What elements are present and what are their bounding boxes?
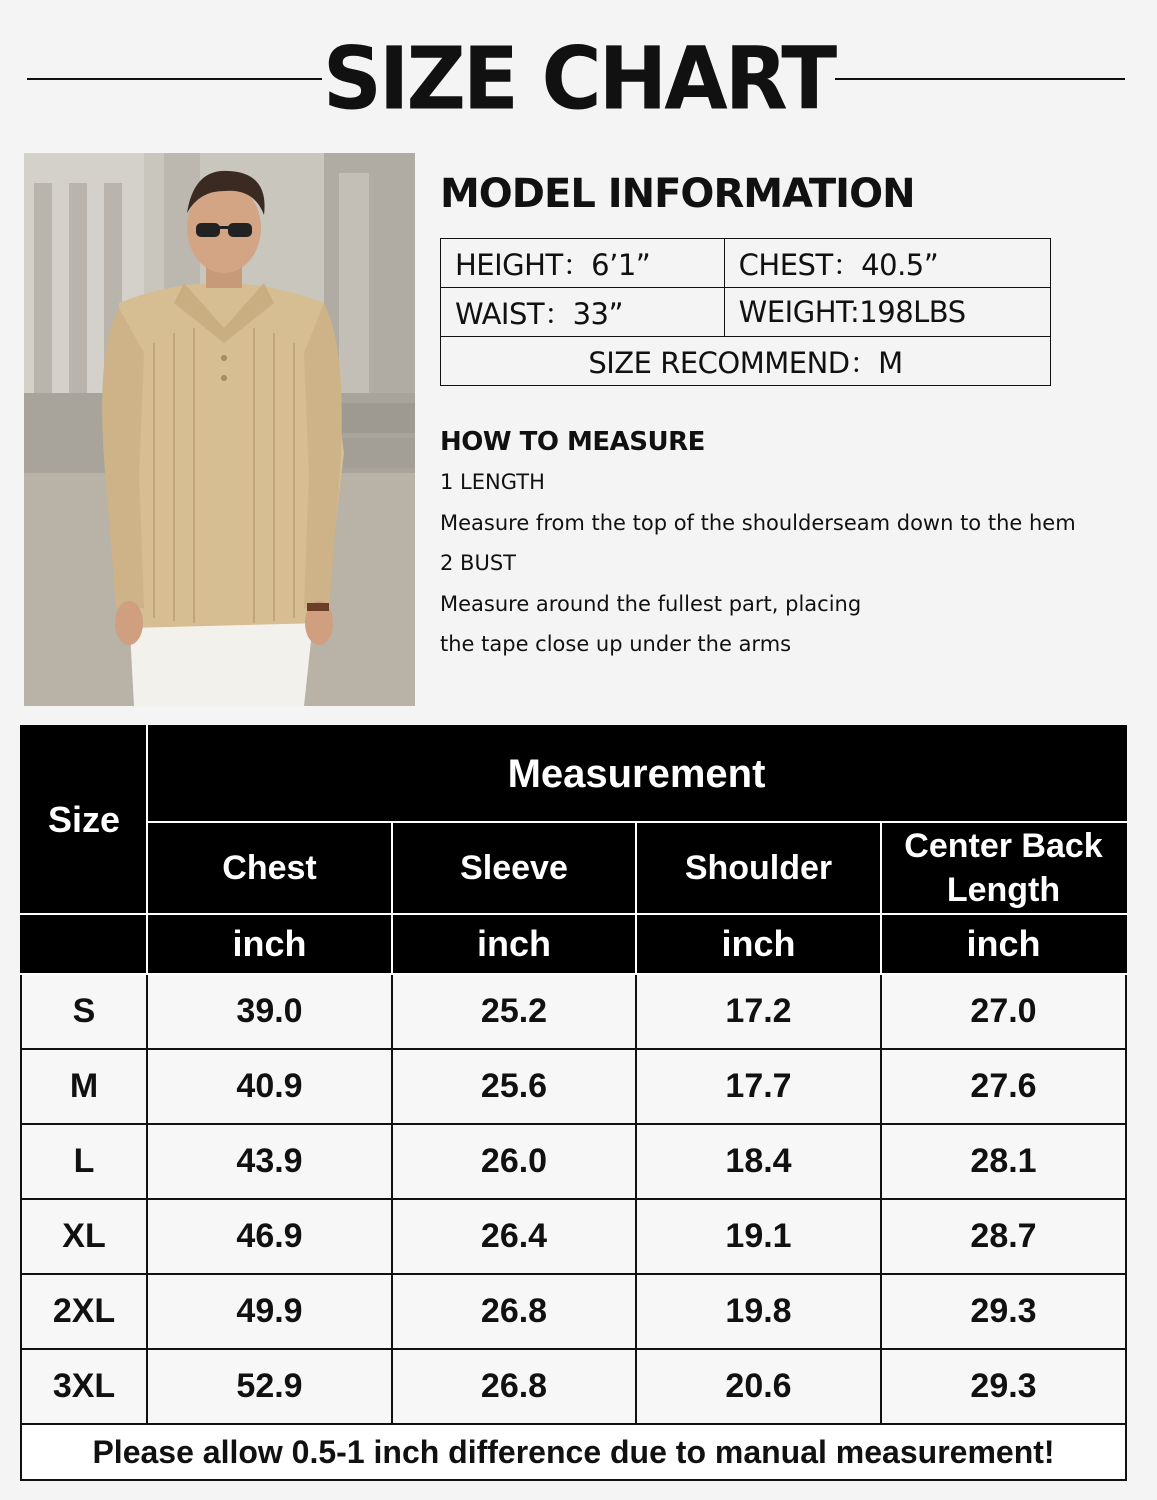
length-cell: 29.3 <box>881 1349 1126 1424</box>
sleeve-cell: 26.8 <box>392 1274 636 1349</box>
table-row <box>21 1274 1126 1349</box>
chest-cell: 43.9 <box>147 1124 392 1199</box>
model-weight: WEIGHT:198LBS <box>724 288 1050 337</box>
shoulder-cell: 19.8 <box>636 1274 881 1349</box>
model-waist: WAIST：33” <box>441 288 725 337</box>
sleeve-column-header: Sleeve <box>392 822 636 914</box>
length-cell: 27.0 <box>881 974 1126 1049</box>
length-cell: 27.6 <box>881 1049 1126 1124</box>
size-cell: XL <box>21 1199 147 1274</box>
length-cell: 29.3 <box>881 1274 1126 1349</box>
sleeve-cell: 25.6 <box>392 1049 636 1124</box>
shoulder-cell: 19.1 <box>636 1199 881 1274</box>
sleeve-cell: 25.2 <box>392 974 636 1049</box>
measure-line: 1 LENGTH <box>440 470 545 494</box>
size-column-header: Size <box>21 726 147 914</box>
table-row <box>21 974 1126 1049</box>
sleeve-cell: 26.0 <box>392 1124 636 1199</box>
length-cell: 28.7 <box>881 1199 1126 1274</box>
size-cell: M <box>21 1049 147 1124</box>
shoulder-cell: 20.6 <box>636 1349 881 1424</box>
chest-cell: 49.9 <box>147 1274 392 1349</box>
model-info-heading: MODEL INFORMATION <box>440 171 915 217</box>
length-cell: 28.1 <box>881 1124 1126 1199</box>
center-back-length-column-header: Center Back Length <box>881 822 1126 914</box>
model-photo <box>24 153 415 706</box>
table-row <box>21 1124 1126 1199</box>
chest-cell: 40.9 <box>147 1049 392 1124</box>
unit-label: inch <box>392 914 636 974</box>
chest-column-header: Chest <box>147 822 392 914</box>
measurement-group-header: Measurement <box>147 726 1126 822</box>
title-rule-left <box>27 78 322 80</box>
how-to-measure-heading: HOW TO MEASURE <box>440 427 705 457</box>
size-table <box>20 725 1127 1481</box>
shoulder-column-header: Shoulder <box>636 822 881 914</box>
measure-line: Measure around the fullest part, placing <box>440 591 862 616</box>
model-info-table <box>440 238 1051 386</box>
how-to-measure <box>440 422 1076 665</box>
measurement-note: Please allow 0.5-1 inch difference due to manual measurement! <box>21 1424 1126 1480</box>
page-title: SIZE CHART <box>322 29 835 130</box>
shoulder-cell: 18.4 <box>636 1124 881 1199</box>
sleeve-cell: 26.8 <box>392 1349 636 1424</box>
model-height: HEIGHT：6’1” <box>441 239 725 288</box>
measure-line: Measure from the top of the shoulderseam down to the hem <box>440 510 1076 535</box>
chest-cell: 39.0 <box>147 974 392 1049</box>
table-row <box>21 1349 1126 1424</box>
shoulder-cell: 17.7 <box>636 1049 881 1124</box>
model-chest: CHEST：40.5” <box>724 239 1050 288</box>
unit-row-spacer <box>21 914 147 974</box>
shoulder-cell: 17.2 <box>636 974 881 1049</box>
chest-cell: 46.9 <box>147 1199 392 1274</box>
title-rule-right <box>835 78 1125 80</box>
unit-label: inch <box>636 914 881 974</box>
size-cell: 2XL <box>21 1274 147 1349</box>
measure-line: 2 BUST <box>440 551 516 575</box>
size-cell: L <box>21 1124 147 1199</box>
size-recommend: SIZE RECOMMEND：M <box>441 337 1051 386</box>
table-row <box>21 1049 1126 1124</box>
table-row <box>21 1199 1126 1274</box>
measure-line: the tape close up under the arms <box>440 632 792 656</box>
chest-cell: 52.9 <box>147 1349 392 1424</box>
size-cell: 3XL <box>21 1349 147 1424</box>
unit-label: inch <box>881 914 1126 974</box>
size-cell: S <box>21 974 147 1049</box>
unit-label: inch <box>147 914 392 974</box>
sleeve-cell: 26.4 <box>392 1199 636 1274</box>
